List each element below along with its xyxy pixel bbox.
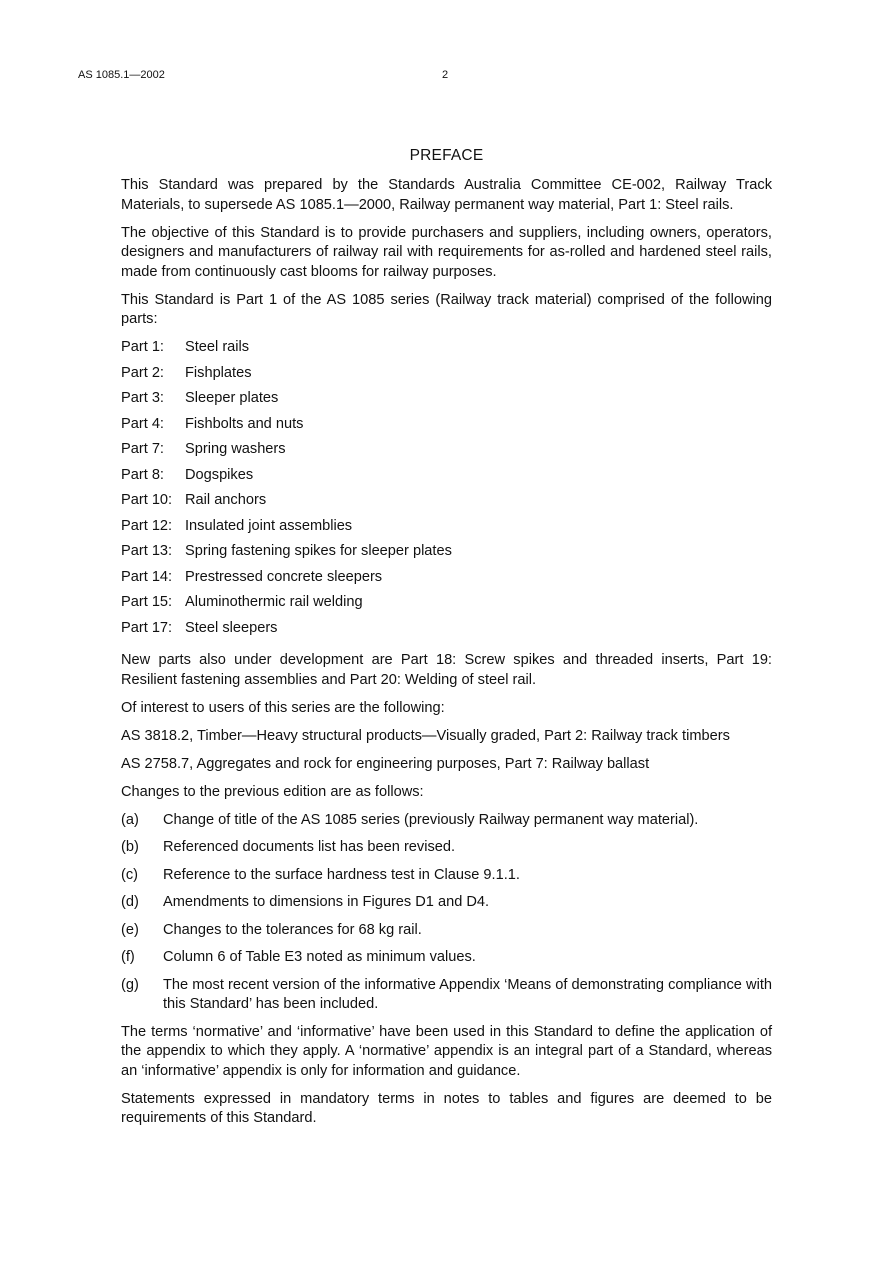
part-name: Rail anchors bbox=[185, 492, 267, 508]
parts-list-item bbox=[121, 619, 772, 645]
part-number: Part 3: bbox=[121, 390, 164, 406]
changes-list-item bbox=[121, 976, 772, 1015]
changes-list bbox=[121, 811, 772, 1015]
intro-paragraph: The objective of this Standard is to provide purchasers and suppliers, including owners, operators, designers and manufacturers of railway rail with requirements for as-rolled and hardened steel rails, made from continuously cast blooms for railway purposes. bbox=[121, 224, 772, 280]
part-name: Insulated joint assemblies bbox=[185, 517, 353, 534]
change-letter: (f) bbox=[121, 949, 135, 965]
change-letter: (e) bbox=[121, 921, 139, 938]
change-letter: (b) bbox=[121, 839, 139, 855]
parts-list-item bbox=[121, 415, 772, 441]
part-name: Dogspikes bbox=[185, 466, 254, 483]
change-letter: (a) bbox=[121, 811, 139, 828]
related-standard: AS 3818.2, Timber—Heavy structural products—Visually graded, Part 2: Railway track timbers bbox=[121, 727, 730, 744]
running-header bbox=[78, 68, 814, 82]
change-text: The most recent version of the informative Appendix ‘Means of demonstrating compliance with this Standard’ has been included. bbox=[163, 976, 772, 1012]
parts-list-item bbox=[121, 491, 772, 517]
part-number: Part 1: bbox=[121, 339, 164, 355]
parts-list-item bbox=[121, 568, 772, 594]
part-name: Steel rails bbox=[185, 339, 250, 355]
related-standard: AS 2758.7, Aggregates and rock for engineering purposes, Part 7: Railway ballast bbox=[121, 755, 650, 772]
change-letter: (c) bbox=[121, 866, 139, 883]
page-title: PREFACE bbox=[409, 147, 484, 164]
intro-paragraph: This Standard was prepared by the Standards Australia Committee CE-002, Railway Track Materials, to supersede AS 1085.1—2000, Railway permanent way material, Part 1: Steel rails. bbox=[121, 177, 772, 213]
part-name: Spring washers bbox=[185, 441, 286, 457]
part-number: Part 8: bbox=[121, 466, 164, 483]
terms-paragraph: The terms ‘normative’ and ‘informative’ have been used in this Standard to define the application of the appendix to which they apply. A ‘normative’ appendix is an integral part of a Standard, whereas an ‘informative’ appendix is only for information and guidance. bbox=[121, 1023, 772, 1079]
changes-list-item bbox=[121, 948, 772, 968]
part-number: Part 17: bbox=[121, 619, 173, 636]
page-number: 2 bbox=[442, 69, 449, 81]
parts-list-item bbox=[121, 542, 772, 568]
part-number: Part 13: bbox=[121, 543, 173, 559]
part-number: Part 10: bbox=[121, 492, 173, 508]
change-text: Changes to the tolerances for 68 kg rail. bbox=[163, 921, 422, 938]
parts-list-item bbox=[121, 466, 772, 492]
parts-list bbox=[121, 338, 772, 644]
changes-list-item bbox=[121, 866, 772, 886]
part-name: Fishbolts and nuts bbox=[185, 415, 304, 432]
part-number: Part 12: bbox=[121, 517, 173, 534]
changes-list-item bbox=[121, 921, 772, 941]
change-text: Column 6 of Table E3 noted as minimum values. bbox=[163, 949, 476, 965]
mandatory-terms-paragraph: Statements expressed in mandatory terms in notes to tables and figures are deemed to be requirements of this Standard. bbox=[121, 1090, 772, 1126]
parts-list-item bbox=[121, 364, 772, 390]
change-text: Reference to the surface hardness test in Clause 9.1.1. bbox=[163, 866, 520, 883]
part-number: Part 2: bbox=[121, 364, 164, 381]
part-number: Part 14: bbox=[121, 568, 173, 585]
change-text: Amendments to dimensions in Figures D1 and D4. bbox=[163, 894, 490, 910]
change-letter: (g) bbox=[121, 976, 139, 993]
part-name: Aluminothermic rail welding bbox=[185, 594, 363, 610]
intro-paragraph: This Standard is Part 1 of the AS 1085 series (Railway track material) comprised of the following parts: bbox=[121, 291, 772, 327]
part-name: Sleeper plates bbox=[185, 390, 279, 406]
parts-list-item bbox=[121, 440, 772, 466]
parts-list-item bbox=[121, 338, 772, 364]
parts-list-item bbox=[121, 593, 772, 619]
changes-list-item bbox=[121, 838, 772, 858]
part-name: Fishplates bbox=[185, 364, 252, 381]
part-name: Steel sleepers bbox=[185, 619, 278, 636]
part-name: Prestressed concrete sleepers bbox=[185, 568, 383, 585]
change-text: Change of title of the AS 1085 series (previously Railway permanent way material). bbox=[163, 811, 699, 828]
related-standards-intro: Of interest to users of this series are the following: bbox=[121, 699, 445, 716]
changes-intro: Changes to the previous edition are as follows: bbox=[121, 783, 424, 800]
part-number: Part 15: bbox=[121, 594, 173, 610]
part-number: Part 4: bbox=[121, 415, 164, 432]
changes-list-item bbox=[121, 893, 772, 913]
parts-list-item bbox=[121, 517, 772, 543]
part-name: Spring fastening spikes for sleeper plates bbox=[185, 543, 452, 559]
changes-list-item bbox=[121, 811, 772, 831]
preface-content bbox=[121, 146, 772, 1137]
part-number: Part 7: bbox=[121, 441, 164, 457]
change-text: Referenced documents list has been revised. bbox=[163, 839, 456, 855]
document-identifier: AS 1085.1—2002 bbox=[78, 69, 165, 81]
parts-list-item bbox=[121, 389, 772, 415]
development-paragraph: New parts also under development are Part 18: Screw spikes and threaded inserts, Part 19: Resilient fastening assemblies and Part 20: Welding of steel rail. bbox=[121, 652, 772, 688]
change-letter: (d) bbox=[121, 894, 139, 910]
